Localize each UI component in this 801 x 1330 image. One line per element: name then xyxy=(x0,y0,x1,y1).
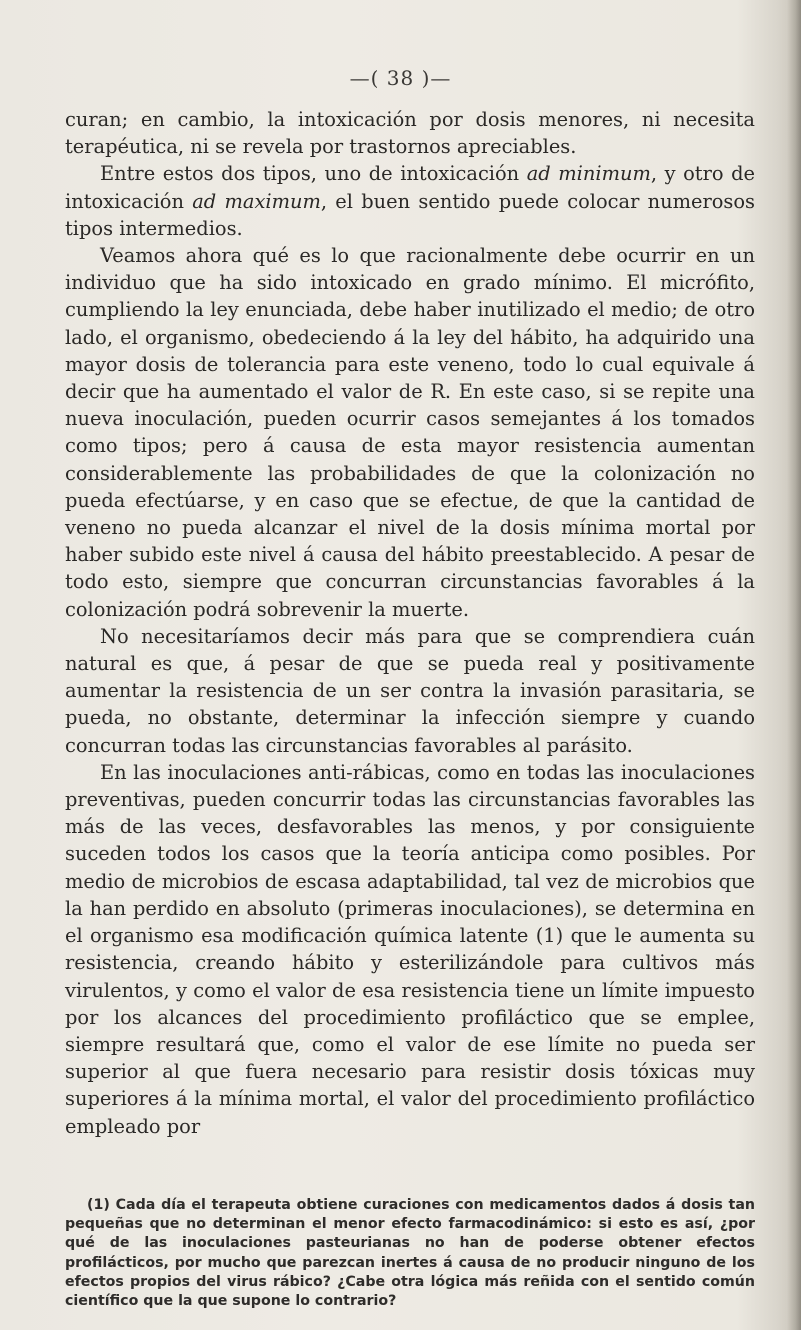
main-text xyxy=(65,106,755,1140)
paragraph-5: En las inoculaciones anti-rábicas, como en todas las inoculaciones preventivas, pueden concurrir todas las circunstancias favorables las más de las veces, desfavorables las menos, y por consiguiente suceden todos los casos que la teoría anticipa como posibles. Por medio de microbios de escasa adaptabilidad, tal vez de microbios que la han perdido en absoluto (primeras inoculaciones), se determina en el organismo esa modificación química latente (1) que le aumenta su resistencia, creando hábito y esterilizándole para cultivos más virulentos, y como el valor de esa resistencia tiene un límite impuesto por los alcances del procedimiento profiláctico que se emplee, siempre resultará que, como el valor de ese límite no pueda ser superior al que fuera necesario para resistir dosis tóxicas muy superiores á la mínima mortal, el valor del procedimiento profiláctico empleado por xyxy=(65,760,755,1138)
paragraph-2 xyxy=(65,160,755,242)
paragraph-2-part-1: Entre estos dos tipos, uno de intoxicación xyxy=(100,162,527,186)
italic-ad-maximum: ad maximum xyxy=(192,189,321,213)
paragraph-4: No necesitaríamos decir más para que se comprendiera cuán natural es que, á pesar de que se pueda real y positivamente aumentar la resistencia de un ser contra la invasión parasitaria, se pueda, no obstante, determinar la infección siempre y cuando concurran todas las circunstancias favorables al parásito. xyxy=(65,624,755,757)
footnote-text: (1) Cada día el terapeuta obtiene curaciones con medicamentos dados á dosis tan pequeñas que no determinan el menor efecto farmacodinámico: si esto es así, ¿por qué de las inoculaciones pasteurianas no han de poderse obtener efectos profilácticos, por mucho que parezcan inertes á causa de no producir ninguno de los efectos propios del virus rábico? ¿Cabe otra lógica más reñida con el sentido común científico que la que supone lo contrario? xyxy=(65,1197,755,1310)
paragraph-2-part-2: , y otro de intoxicación xyxy=(65,162,755,213)
page-number-header: —( 38 )— xyxy=(349,66,452,90)
footnote xyxy=(65,1196,755,1311)
paragraph-1: curan; en cambio, la intoxicación por dosis menores, ni necesita terapéutica, ni se revela por trastornos apreciables. xyxy=(65,108,755,159)
page-edge-shadow xyxy=(787,0,801,1330)
paragraph-2-part-3: , el buen sentido puede colocar numerosos tipos intermedios. xyxy=(65,189,755,240)
paragraph-3: Veamos ahora qué es lo que racionalmente debe ocurrir en un individuo que ha sido intoxicado en grado mínimo. El micrófito, cumpliendo la ley enunciada, debe haber inutilizado el medio; de otro lado, el organismo, obedeciendo á la ley del hábito, ha adquirido una mayor dosis de tolerancia para este veneno, todo lo cual equivale á decir que ha aumentado el valor de R. En este caso, si se repite una nueva inoculación, pueden ocurrir casos semejantes á los tomados como tipos; pero á causa de esta mayor resistencia aumentan considerablemente las probabilidades de que la colonización no pueda efectúarse, y en caso que se efectue, de que la cantidad de veneno no pueda alcanzar el nivel de la dosis mínima mortal por haber subido este nivel á causa del hábito preestablecido. A pesar de todo esto, siempre que concurran circunstancias favorables á la colonización podrá sobrevenir la muerte. xyxy=(65,244,755,621)
italic-ad-minimum: ad minimum xyxy=(526,162,651,186)
